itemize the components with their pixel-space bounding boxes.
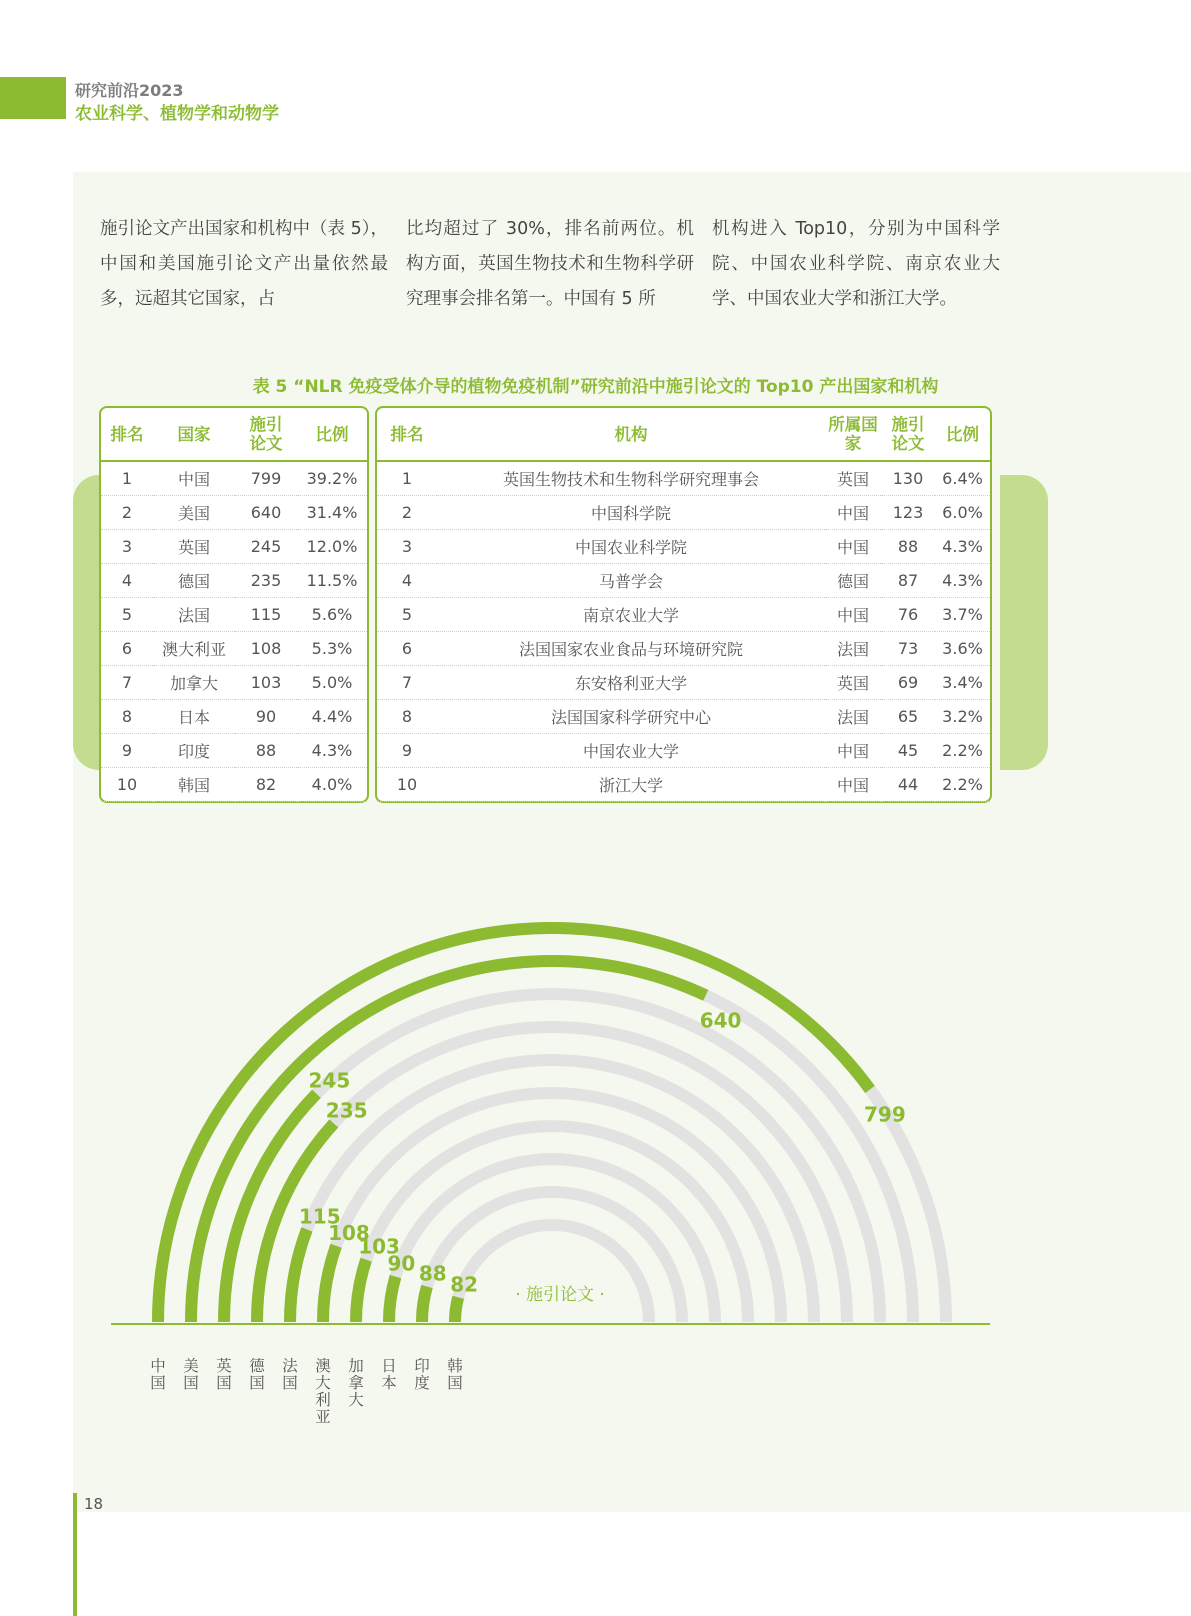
header-subject-title: 农业科学、植物学和动物学 xyxy=(75,104,279,124)
institution-cell: 4.3% xyxy=(935,564,990,598)
institution-cell: 中国 xyxy=(825,768,881,802)
country-cell: 103 xyxy=(235,666,297,700)
country-cell: 7 xyxy=(101,666,153,700)
institution-cell: 45 xyxy=(881,734,935,768)
country-cell: 82 xyxy=(235,768,297,802)
institution-cell: 3.2% xyxy=(935,700,990,734)
institution-cell: 中国 xyxy=(825,496,881,530)
institution-cell: 2 xyxy=(377,496,437,530)
chart-title: · 施引论文 · xyxy=(515,1285,605,1305)
chart-category-label: 印 度 xyxy=(414,1357,430,1392)
chart-category-label: 美 国 xyxy=(183,1357,199,1392)
chart-bar-6 xyxy=(356,1260,366,1322)
institution-header-2: 所属国家 xyxy=(825,408,881,461)
chart-track xyxy=(455,1225,649,1322)
institution-cell: 3.4% xyxy=(935,666,990,700)
country-cell: 640 xyxy=(235,496,297,530)
institution-header-3: 施引 论文 xyxy=(881,408,935,461)
country-cell: 5 xyxy=(101,598,153,632)
chart-tracks xyxy=(158,928,946,1322)
institution-cell: 马普学会 xyxy=(437,564,825,598)
institution-cell: 德国 xyxy=(825,564,881,598)
institution-cell: 中国农业科学院 xyxy=(437,530,825,564)
country-cell: 法国 xyxy=(153,598,235,632)
country-cell: 韩国 xyxy=(153,768,235,802)
institution-cell: 73 xyxy=(881,632,935,666)
institution-cell: 2.2% xyxy=(935,768,990,802)
institution-cell: 88 xyxy=(881,530,935,564)
institution-cell: 英国 xyxy=(825,461,881,496)
institution-cell: 6.4% xyxy=(935,461,990,496)
country-cell: 235 xyxy=(235,564,297,598)
institution-cell: 浙江大学 xyxy=(437,768,825,802)
institution-cell: 4 xyxy=(377,564,437,598)
country-cell: 2 xyxy=(101,496,153,530)
institution-cell: 法国 xyxy=(825,700,881,734)
chart-value-label: 245 xyxy=(308,1068,351,1093)
institution-cell: 65 xyxy=(881,700,935,734)
country-cell: 4.3% xyxy=(297,734,367,768)
country-cell: 108 xyxy=(235,632,297,666)
country-cell: 6 xyxy=(101,632,153,666)
chart-value-label: 103 xyxy=(358,1234,400,1259)
chart-category-label: 日 本 xyxy=(381,1357,397,1392)
institution-cell: 123 xyxy=(881,496,935,530)
chart-category-label: 加 拿 大 xyxy=(348,1357,364,1409)
institution-cell: 3 xyxy=(377,530,437,564)
institution-cell: 9 xyxy=(377,734,437,768)
institution-cell: 4.3% xyxy=(935,530,990,564)
country-header-0: 排名 xyxy=(101,408,153,461)
institution-cell: 法国 xyxy=(825,632,881,666)
institution-header-0: 排名 xyxy=(377,408,437,461)
table-caption: 表 5 “NLR 免疫受体介导的植物免疫机制”研究前沿中施引论文的 Top10 产出国家和机构 xyxy=(252,377,939,397)
country-cell: 5.6% xyxy=(297,598,367,632)
institution-cell: 69 xyxy=(881,666,935,700)
chart-category-label: 中 国 xyxy=(150,1357,166,1392)
institution-cell: 3.7% xyxy=(935,598,990,632)
chart-bar-9 xyxy=(455,1297,458,1322)
institution-cell: 10 xyxy=(377,768,437,802)
chart-bar-8 xyxy=(422,1287,427,1322)
country-cell: 5.3% xyxy=(297,632,367,666)
country-cell: 245 xyxy=(235,530,297,564)
page-number-bar xyxy=(73,1493,77,1616)
institution-cell: 130 xyxy=(881,461,935,496)
chart-value-label: 82 xyxy=(450,1272,479,1297)
chart-bar-7 xyxy=(389,1277,395,1322)
chart-value-label: 235 xyxy=(325,1098,368,1123)
country-cell: 90 xyxy=(235,700,297,734)
country-cell: 8 xyxy=(101,700,153,734)
country-cell: 115 xyxy=(235,598,297,632)
country-cell: 加拿大 xyxy=(153,666,235,700)
institution-cell: 中国 xyxy=(825,598,881,632)
country-cell: 1 xyxy=(101,461,153,496)
country-cell: 10 xyxy=(101,768,153,802)
header-series-title: 研究前沿2023 xyxy=(75,81,184,100)
institution-cell: 东安格利亚大学 xyxy=(437,666,825,700)
institution-cell: 76 xyxy=(881,598,935,632)
paragraph-col-1: 施引论文产出国家和机构中（表 5），中国和美国施引论文产出量依然最多，远超其它国家，占 xyxy=(100,219,388,309)
institution-cell: 7 xyxy=(377,666,437,700)
institution-cell: 南京农业大学 xyxy=(437,598,825,632)
institution-header-4: 比例 xyxy=(935,408,990,461)
country-cell: 799 xyxy=(235,461,297,496)
page-number: 18 xyxy=(84,1495,104,1513)
country-cell: 4.0% xyxy=(297,768,367,802)
institution-cell: 3.6% xyxy=(935,632,990,666)
chart-category-label: 澳 大 利 亚 xyxy=(315,1357,331,1426)
country-cell: 澳大利亚 xyxy=(153,632,235,666)
institution-cell: 英国 xyxy=(825,666,881,700)
paragraph-col-2: 比均超过了 30%，排名前两位。机构方面，英国生物技术和生物科学研究理事会排名第一。中国有 5 所 xyxy=(406,219,694,309)
country-cell: 3 xyxy=(101,530,153,564)
institution-cell: 法国国家农业食品与环境研究院 xyxy=(437,632,825,666)
institution-cell: 6.0% xyxy=(935,496,990,530)
country-cell: 中国 xyxy=(153,461,235,496)
country-header-1: 国家 xyxy=(153,408,235,461)
chart-category-label: 德 国 xyxy=(249,1357,265,1392)
chart-value-label: 799 xyxy=(864,1102,906,1127)
institution-cell: 1 xyxy=(377,461,437,496)
institution-cell: 中国 xyxy=(825,530,881,564)
institution-cell: 44 xyxy=(881,768,935,802)
country-cell: 4.4% xyxy=(297,700,367,734)
chart-value-label: 640 xyxy=(699,1008,742,1033)
country-cell: 美国 xyxy=(153,496,235,530)
chart-bar-5 xyxy=(323,1246,336,1322)
institution-cell: 法国国家科学研究中心 xyxy=(437,700,825,734)
country-cell: 德国 xyxy=(153,564,235,598)
chart-value-label: 88 xyxy=(418,1261,447,1286)
country-cell: 日本 xyxy=(153,700,235,734)
country-cell: 印度 xyxy=(153,734,235,768)
institution-cell: 87 xyxy=(881,564,935,598)
chart-value-label: 108 xyxy=(328,1220,370,1245)
country-cell: 9 xyxy=(101,734,153,768)
institution-cell: 中国 xyxy=(825,734,881,768)
paragraph-col-3: 机构进入 Top10，分别为中国科学院、中国农业科学院、南京农业大学、中国农业大学和浙江大学。 xyxy=(712,219,1000,309)
chart-category-label: 英 国 xyxy=(216,1357,232,1392)
chart-category-label: 法 国 xyxy=(282,1357,298,1392)
chart-bar-4 xyxy=(290,1229,307,1322)
country-header-3: 比例 xyxy=(297,408,367,461)
country-header-2: 施引 论文 xyxy=(235,408,297,461)
country-cell: 88 xyxy=(235,734,297,768)
institution-cell: 6 xyxy=(377,632,437,666)
chart-value-label: 115 xyxy=(298,1204,341,1229)
country-cell: 4 xyxy=(101,564,153,598)
institution-cell: 8 xyxy=(377,700,437,734)
institution-header-1: 机构 xyxy=(437,408,825,461)
country-cell: 英国 xyxy=(153,530,235,564)
country-cell: 39.2% xyxy=(297,461,367,496)
institution-cell: 中国农业大学 xyxy=(437,734,825,768)
institution-cell: 中国科学院 xyxy=(437,496,825,530)
country-cell: 5.0% xyxy=(297,666,367,700)
institution-cell: 2.2% xyxy=(935,734,990,768)
country-cell: 31.4% xyxy=(297,496,367,530)
country-cell: 12.0% xyxy=(297,530,367,564)
institution-cell: 英国生物技术和生物科学研究理事会 xyxy=(437,461,825,496)
country-cell: 11.5% xyxy=(297,564,367,598)
chart-category-label: 韩 国 xyxy=(447,1357,463,1392)
institution-cell: 5 xyxy=(377,598,437,632)
chart-value-label: 90 xyxy=(387,1251,416,1276)
